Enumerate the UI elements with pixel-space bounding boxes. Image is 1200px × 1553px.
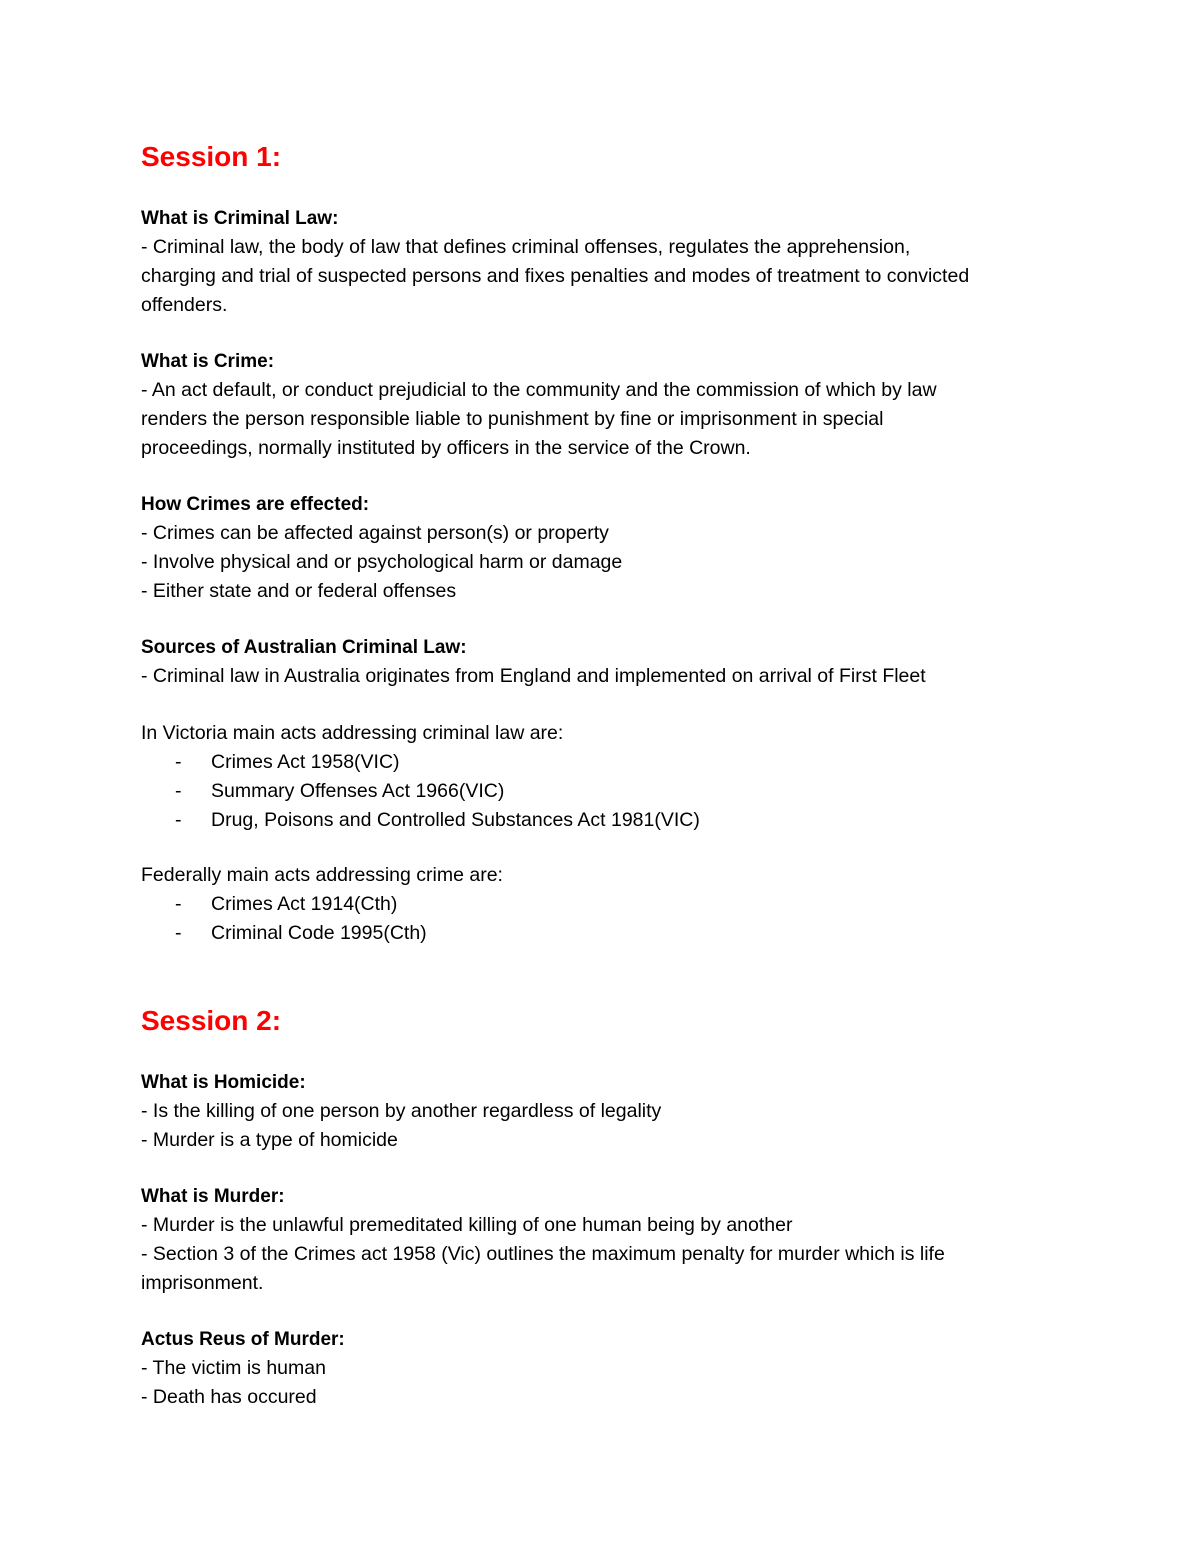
- list-bullet: -: [175, 780, 182, 802]
- list-item-text: Crimes Act 1914(Cth): [211, 893, 398, 915]
- text-line: - Criminal law in Australia originates from England and implemented on arrival of First Fleet: [141, 665, 926, 687]
- heading-crimes-effected: How Crimes are effected:: [141, 494, 370, 515]
- list-item: [141, 777, 1071, 806]
- heading-actus-reus: Actus Reus of Murder:: [141, 1329, 345, 1350]
- list-item: [141, 890, 1071, 919]
- section-criminal-law: [141, 204, 1071, 320]
- session-1-title: Session 1:: [141, 141, 282, 172]
- list-item: [141, 806, 1071, 835]
- section-federal-acts: [141, 861, 1071, 948]
- text-line: proceedings, normally instituted by officers in the service of the Crown.: [141, 437, 751, 459]
- section-crimes-effected: [141, 490, 1071, 606]
- text-line: charging and trial of suspected persons and fixes penalties and modes of treatment to convicted: [141, 265, 970, 287]
- heading-sources: Sources of Australian Criminal Law:: [141, 637, 467, 658]
- text-line: - Is the killing of one person by another regardless of legality: [141, 1100, 662, 1122]
- session-2-title: Session 2:: [141, 1005, 282, 1036]
- text-line: - Section 3 of the Crimes act 1958 (Vic) outlines the maximum penalty for murder which is life: [141, 1243, 945, 1265]
- list-bullet: -: [175, 751, 182, 773]
- list-item-text: Drug, Poisons and Controlled Substances Act 1981(VIC): [211, 809, 700, 831]
- heading-criminal-law: What is Criminal Law:: [141, 208, 339, 229]
- section-victoria-acts: [141, 719, 1071, 835]
- section-crime: [141, 347, 1071, 463]
- text-line: - Death has occured: [141, 1386, 317, 1408]
- text-line: - The victim is human: [141, 1357, 326, 1379]
- list-bullet: -: [175, 809, 182, 831]
- list-item-text: Crimes Act 1958(VIC): [211, 751, 400, 773]
- federal-intro: Federally main acts addressing crime are:: [141, 864, 503, 886]
- section-murder: [141, 1182, 1071, 1298]
- section-actus-reus: [141, 1325, 1071, 1412]
- list-item: [141, 748, 1071, 777]
- text-line: offenders.: [141, 294, 228, 316]
- text-line: renders the person responsible liable to punishment by fine or imprisonment in special: [141, 408, 884, 430]
- text-line: - Involve physical and or psychological harm or damage: [141, 551, 623, 573]
- list-bullet: -: [175, 922, 182, 944]
- heading-crime: What is Crime:: [141, 351, 275, 372]
- list-item-text: Summary Offenses Act 1966(VIC): [211, 780, 505, 802]
- list-item-text: Criminal Code 1995(Cth): [211, 922, 427, 944]
- text-line: - Murder is the unlawful premeditated killing of one human being by another: [141, 1214, 793, 1236]
- text-line: imprisonment.: [141, 1272, 264, 1294]
- text-line: - Crimes can be affected against person(s) or property: [141, 522, 609, 544]
- section-sources: [141, 633, 1071, 691]
- text-line: - Murder is a type of homicide: [141, 1129, 398, 1151]
- text-line: - An act default, or conduct prejudicial to the community and the commission of which by law: [141, 379, 937, 401]
- list-item: [141, 919, 1071, 948]
- heading-homicide: What is Homicide:: [141, 1072, 306, 1093]
- text-line: - Criminal law, the body of law that defines criminal offenses, regulates the apprehension,: [141, 236, 911, 258]
- list-bullet: -: [175, 893, 182, 915]
- text-line: - Either state and or federal offenses: [141, 580, 457, 602]
- section-homicide: [141, 1068, 1071, 1155]
- heading-murder: What is Murder:: [141, 1186, 285, 1207]
- victoria-intro: In Victoria main acts addressing criminal law are:: [141, 722, 564, 744]
